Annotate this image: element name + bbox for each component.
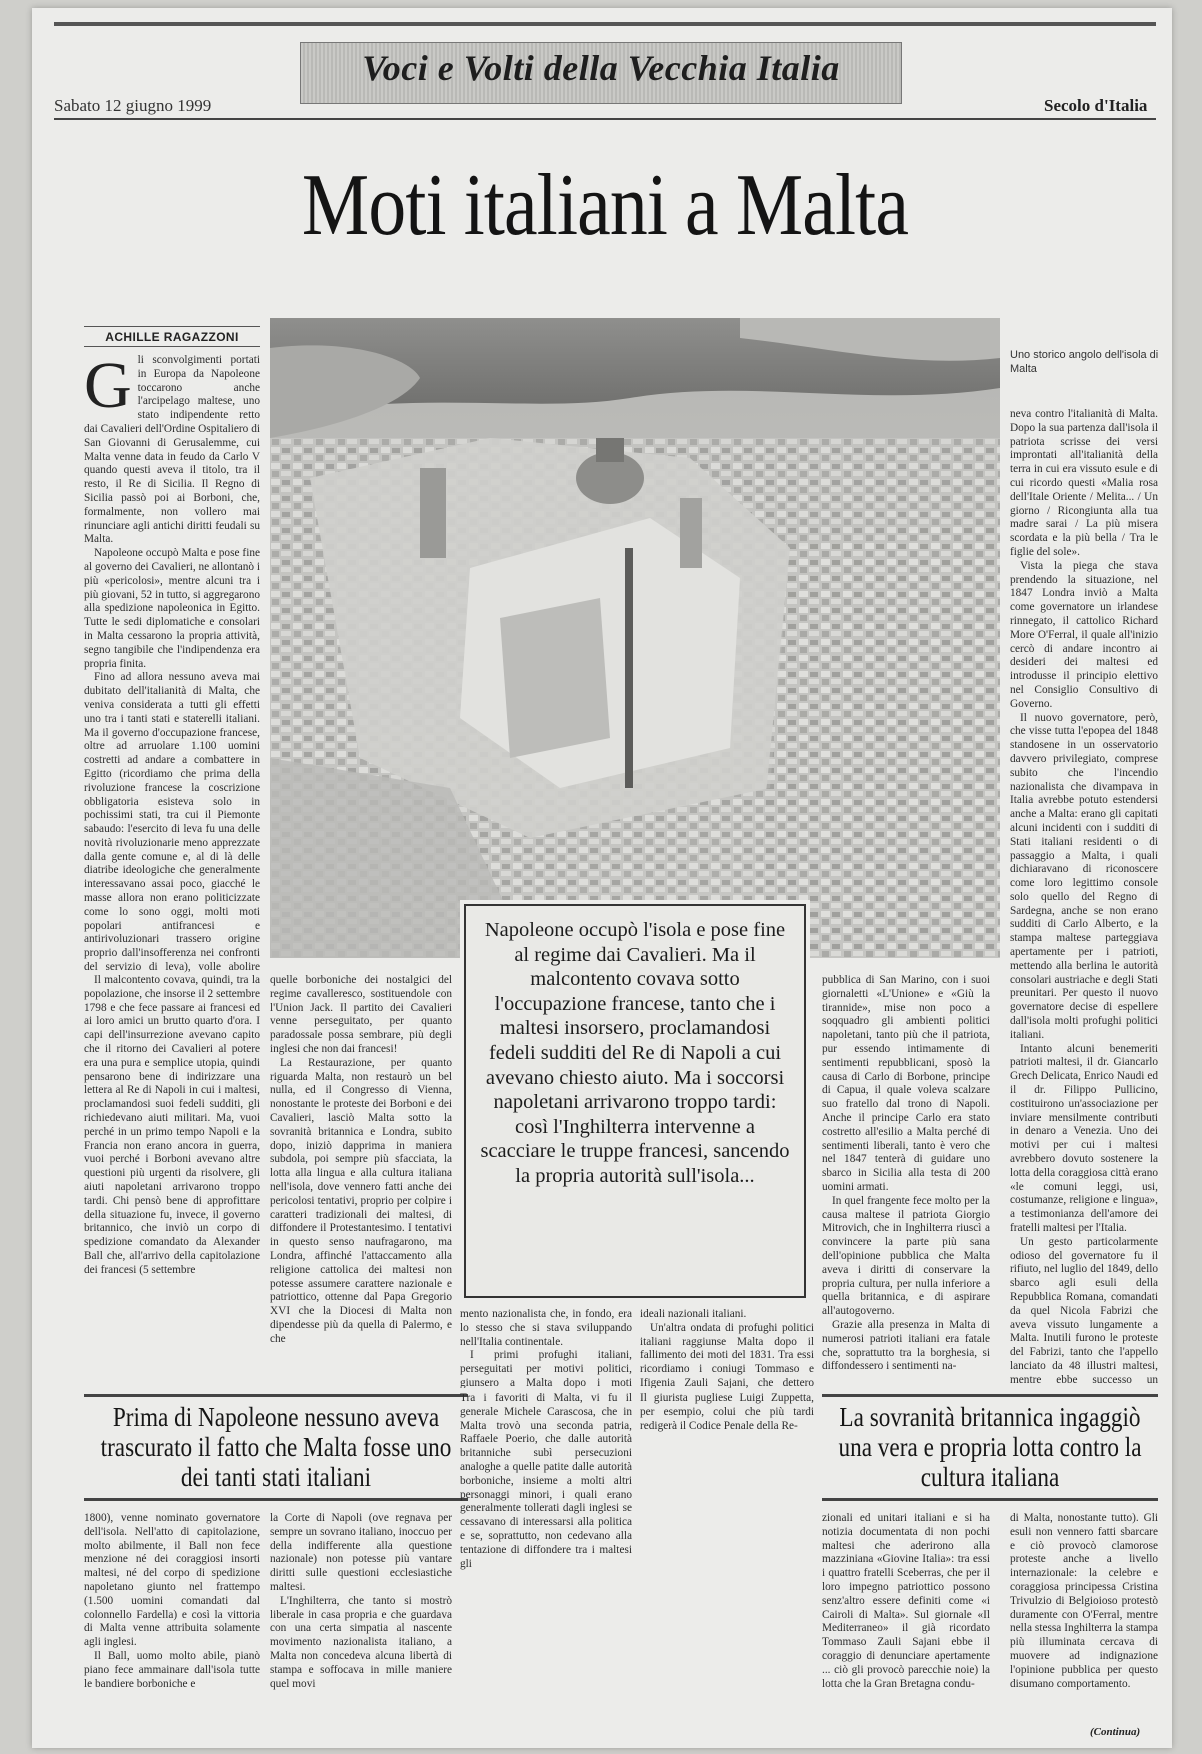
bottom-column-6 xyxy=(1010,1512,1158,1722)
article-paragraph: Il giurista pugliese Luigi Zuppetta, per esempio, colui che più tardi redigerà il Codice Penale della Re- xyxy=(640,1392,814,1432)
malta-aerial-photo xyxy=(270,318,1000,958)
article-paragraph: In quel frangente fece molto per la causa maltese il patriota Giorgio Mitrovich, che in Inghilterra riuscì a convincere la parte più sana dell'opinione pubblica che Malta aveva i diritti di conservare la propria cultura, per nulla inferiore a quella britannica, e di aspirare all'autogoverno. xyxy=(822,1194,990,1318)
header-rule xyxy=(54,118,1156,120)
article-paragraph: la Corte di Napoli (ove regnava per sempre un sovrano italiano, inoccuo per della indifferente alla questione nazionale) non potesse più vantare diritti sulle questioni ecclesiastiche maltesi. xyxy=(270,1512,452,1593)
article-column-2 xyxy=(270,974,452,1386)
article-paragraph: Il Ball, uomo molto abile, pianò piano fece ammainare dall'isola tutte le bandiere borboniche e xyxy=(84,1649,260,1690)
subhead-rule xyxy=(822,1498,1158,1501)
bottom-column-1 xyxy=(84,1512,260,1718)
subhead-rule xyxy=(84,1394,468,1397)
section-banner xyxy=(300,42,902,104)
bottom-column-4 xyxy=(640,1392,814,1718)
article-column-3 xyxy=(460,1308,632,1388)
article-paragraph: zionali ed unitari italiani e si ha notizia documentata di non pochi maltesi che aderirono alla mazziniana «Giovine Italia»: tra essi i quattro fratelli Sceberras, che per il loro impegno patriottico possono senz'altro essere definiti come «i Cairoli di Malta». Sul giornale «Il Mediterraneo» il già ricordato Tommaso Zauli Sajani ebbe il coraggio di denunciare apertamente ... ciò gli provocò parecchie noie) la lotta che la Gran Bretagna condu- xyxy=(822,1512,990,1690)
dateline: Sabato 12 giugno 1999 xyxy=(54,96,212,115)
section-title: Voci e Volti della Vecchia Italia xyxy=(362,48,840,88)
article-paragraph: Fino ad allora nessuno aveva mai dubitato dell'italianità di Malta, che veniva considerata a tutti gli effetti uno tra i tanti stati e staterelli italiani. Ma il governo d'occupazione francese, oltre ad arruolare 1.100 uomini costretti ad andare a combattere in Egitto (ricordiamo che prima della rivoluzione francese la coscrizione obbligatoria esisteva solo in pochissimi stati, tra cui il Piemonte sabaudo: l'esercito di leva fu una delle novità rivoluzionarie meno apprezzate dalla gente comune e, al di là delle diatribe ideologiche che generalmente interessavano assai poco, giacché le masse allora non erano politicizzate come lo sono oggi, molti moti popolari antifrancesi e antirivoluzionari trassero origine proprio dall'insofferenza nei confronti del servizio di leva), volle abolire xyxy=(84,671,260,974)
dropcap: G xyxy=(84,354,132,422)
bottom-column-5 xyxy=(822,1512,990,1718)
bottom-column-2 xyxy=(270,1512,452,1718)
pull-quote-box xyxy=(464,904,806,1298)
article-paragraph: neva contro l'italianità di Malta. Dopo la sua partenza dall'isola il patriota scrisse dei versi improntati all'italianità della terra in cui era vissuto esule e di cui ricordo questi «Malia rosa dell'Itale Oriente / Melita... / Un giorno / Ricongiunta alla tua madre sarai / La più misera scordata e la più bella / Tra le figlie del sole». xyxy=(1010,408,1158,558)
article-column-4 xyxy=(640,1308,814,1388)
newspaper-name: Secolo d'Italia xyxy=(1044,96,1148,115)
article-column-6 xyxy=(1010,408,1158,1386)
subhead-right: La sovranità britannica ingaggiò una vera e propria lotta contro la cultura italiana xyxy=(838,1402,1142,1492)
article-paragraph: li sconvolgimenti portati in Europa da Napoleone toccarono anche l'arcipelago maltese, uno stato indipendente retto dai Cavalieri dell'Ordine Ospitaliero di San Giovanni di Gerusalemme, cui Malta venne data in feudo da Carlo V quando questi aveva il titolo, tra il resto, il Re di Sicilia. Il Regno di Sicilia passò poi ai Borboni, che, formalmente, non vollero mai rinunciare agli antichi diritti feudali su Malta. xyxy=(84,354,260,546)
continued-note: (Continua) xyxy=(1090,1726,1141,1738)
bottom-column-3 xyxy=(460,1392,632,1718)
article-paragraph: di Malta, nonostante tutto). Gli esuli non vennero fatti sbarcare e ciò provocò clamorose proteste anche a livello internazionale: la celebre e coraggiosa principessa Cristina Trivulzio di Belgioioso protestò duramente con O'Ferral, mentre nella stessa Inghilterra la stampa più illuminata cercava di muovere ad indignazione l'opinione pubblica per questo disumano comportamento. xyxy=(1010,1512,1158,1690)
newspaper-page xyxy=(32,8,1172,1748)
article-paragraph: ideali nazionali italiani. xyxy=(640,1308,747,1320)
article-paragraph: Vista la piega che stava prendendo la situazione, nel 1847 Londra inviò a Malta come governatore un irlandese rinnegato, il cattolico Richard More O'Ferral, il quale all'inizio cercò di andare incontro ai desideri dei maltesi ed introdusse il principio elettivo nel Consiglio Consultivo di Governo. xyxy=(1010,559,1158,710)
article-paragraph: Un gesto particolarmente odioso del governatore fu il rifiuto, nel luglio del 1849, dello sbarco agli esuli della Repubblica Romana, comandati da quel Nicola Fabrizi che aveva vissuto lungamente a Malta. Inutili furono le proteste del Fabrizi, tanto che l'appello lanciato da 48 illustri maltesi, mentre ebbe successo un xyxy=(1010,1235,1158,1386)
article-paragraph: Un'altra ondata di profughi politici italiani raggiunse Malta dopo il fallimento dei moti del 1831. Tra essi ricordiamo i coniugi Tommaso e Ifigenia Zauli Sajani, che dettero xyxy=(640,1321,814,1388)
article-paragraph: 1800), venne nominato governatore dell'isola. Nell'atto di capitolazione, molto abilmente, il Ball non fece menzione né dei coraggiosi insorti maltesi, né del corpo di spedizione napoletano giunto nel frattempo (1.500 uomini comandati dal colonnello Fardella) e così la vittoria di Malta venne attribuita solamente agli inglesi. xyxy=(84,1512,260,1649)
photo-caption: Uno storico angolo dell'isola di Malta xyxy=(1010,349,1159,375)
subhead-left: Prima di Napoleone nessuno aveva trascurato il fatto che Malta fosse uno dei tanti stati italiani xyxy=(100,1402,452,1492)
subhead-rule xyxy=(84,1498,468,1501)
article-paragraph: pubblica di San Marino, con i suoi giornaletti «L'Unione» e «Giù la tirannide», mise non poco a soqquadro gli ambienti politici napoletani, tanto più che il patriota, pur essendo intimamente di sentimenti repubblicani, sposò la causa di Carlo di Borbone, principe di Capua, il quale voleva scalzare suo fratello dal trono di Napoli. Anche il principe Carlo era stato costretto all'esilio a Malta perché di sentimenti liberali, tanto è vero che nel 1847 tenterà di guidare uno sbarco in Sicilia alla testa di 200 uomini armati. xyxy=(822,974,990,1193)
article-paragraph: L'Inghilterra, che tanto si mostrò liberale in casa propria e che guardava con una certa simpatia al nascente movimento nazionalista italiano, a Malta non concedeva alcuna libertà di stampa e soffocava in mille maniere quel movi xyxy=(270,1594,452,1690)
article-column-1-lower xyxy=(84,974,260,1386)
article-paragraph: mento nazionalista che, in fondo, era lo stesso che si stava sviluppando nell'Italia continentale. xyxy=(460,1308,632,1348)
article-paragraph: Grazie alla presenza in Malta di numerosi patrioti italiani era fatale che, soprattutto tra la borghesia, si diffondessero i sentimenti na- xyxy=(822,1318,990,1373)
article-column-1 xyxy=(84,354,260,974)
article-paragraph: Napoleone occupò Malta e pose fine al governo dei Cavalieri, ne allontanò i più «pericolosi», mentre alcuni tra i più giovani, 52 in tutto, si aggregarono alla spedizione napoleonica in Egitto. Tutte le sedi diplomatiche e consolari in Malta cessarono la propria attività, segno tangibile che l'indipendenza era propria finita. xyxy=(84,547,260,670)
article-paragraph: I primi profughi italiani, perseguitati per motivi politici, giunsero a Malta dopo i moti xyxy=(460,1349,632,1388)
article-column-5 xyxy=(822,974,990,1386)
article-paragraph: Il malcontento covava, quindi, tra la popolazione, che insorse il 2 settembre 1798 e che fece passare ai francesi ed ai loro amici un brutto quarto d'ora. I capi dell'insurrezione avevano capito che il ritorno dei Cavalieri al potere era una pura e semplice utopia, quindi pensarono bene di indirizzare una lettera al Re di Napoli in cui i maltesi, proclamandosi suoi fedeli sudditi, gli richiedevano aiuti militari. Ma, vuoi perché in un primo tempo Napoli e la Francia non erano ancora in guerra, vuoi perché i Borboni avevano altre questioni più urgenti da risolvere, gli aiuti napoletani arrivarono troppo tardi. Chi pensò bene di approfittare della situazione fu, invece, il governo britannico, che inviò un corpo di spedizione comandato da Alexander Ball che, all'arrivo della capitolazione dei francesi (5 settembre xyxy=(84,974,260,1276)
article-paragraph: La Restaurazione, per quanto riguarda Malta, non restaurò un bel nulla, ed il Congresso di Vienna, nonostante le proteste dei Borboni e dei Cavalieri, lasciò Malta sotto la sovranità britannica e Londra, subito dopo, iniziò dapprima in maniera subdola, poi sempre più sfacciata, la lotta alla lingua e alla cultura italiana nell'isola, dove vennero fatti anche dei pericolosi tentativi, proprio per colpire i caratteri tradizionali dei maltesi, di diffondere il Protestantesimo. I tentativi in questo senso naufragarono, ma Londra, affinché l'attaccamento alla religione cattolica dei maltesi non potesse assumere carattere nazionale e patriottico, ottenne dal Papa Gregorio XVI che la Diocesi di Malta non dipendesse più da quella di Palermo, e che xyxy=(270,1056,452,1345)
headline: Moti italiani a Malta xyxy=(301,157,909,254)
subhead-rule xyxy=(822,1394,1158,1397)
article-paragraph: Intanto alcuni benemeriti patrioti maltesi, il dr. Giancarlo Grech Delicata, Enrico Naudi ed il dr. Filippo Pullicino, costituirono un'associazione per inviare mensilmente contributi in denaro a Venezia. Uno dei motivi per cui i maltesi avrebbero dovuto sostenere la lotta della coraggiosa città erano «le comuni leggi, usi, costumanze, religione e lingua», a testimonianza dell'amore dei fratelli maltesi per l'Italia. xyxy=(1010,1042,1158,1235)
byline: ACHILLE RAGAZZONI xyxy=(105,330,239,344)
pull-quote: Napoleone occupò l'isola e pose fine al regime dai Cavalieri. Ma il malcontento covava sotto l'occupazione francese, tanto che i maltesi insorsero, proclamandosi fedeli sudditi del Re di Napoli a cui avevano chiesto aiuto. Ma i soccorsi napoletani arrivarono troppo tardi: così l'Inghilterra intervenne a scacciare le truppe francesi, sancendo la propria autorità sull'isola... xyxy=(480,919,790,1187)
photo-illustration xyxy=(270,318,1000,958)
article-paragraph: Il nuovo governatore, però, che visse tutta l'epopea del 1848 standosene in un osservatorio davvero privilegiato, comprese subito che l'incendio nazionalista che divampava in Italia avrebbe potuto estendersi anche a Malta: erano gli capitati alcuni incidenti con i sudditi di Stati italiani residenti o di passaggio a Malta, i quali dichiaravano di riconoscere come loro legittimo console solo quello del Regno di Sardegna, anche se non erano sudditi di Carlo Alberto, e la stampa maltese parteggiava apertamente per i patrioti, mettendo alla berlina le autorità consolari austriache e degli Stati preunitari. Per questo il nuovo governatore decise di espellere dall'isola molti profughi politici italiani. xyxy=(1010,711,1158,1041)
top-rule xyxy=(54,22,1156,26)
byline-rule xyxy=(84,346,260,347)
article-paragraph: Tra i favoriti di Malta, vi fu il generale Michele Carascosa, che in Malta trovò una seconda patria, Raffaele Poerio, che dalle autorità britanniche subì persecuzioni analoghe a quelle patite dalle autorità borboniche, insieme a molti altri personaggi minori, i quali erano generalmente tollerati dagli inglesi se cessavano di interessarsi alla politica e se, soprattutto, non cedevano alla tentazione di diffondere tra i maltesi gli xyxy=(460,1392,632,1570)
article-paragraph: quelle borboniche dei nostalgici del regime cavalleresco, sostituendole con l'Union Jack. Il partito dei Cavalieri venne perseguitato, per quanto paradossale possa sembrare, più degli inglesi che non dai francesi! xyxy=(270,974,452,1055)
byline-rule xyxy=(84,326,260,327)
